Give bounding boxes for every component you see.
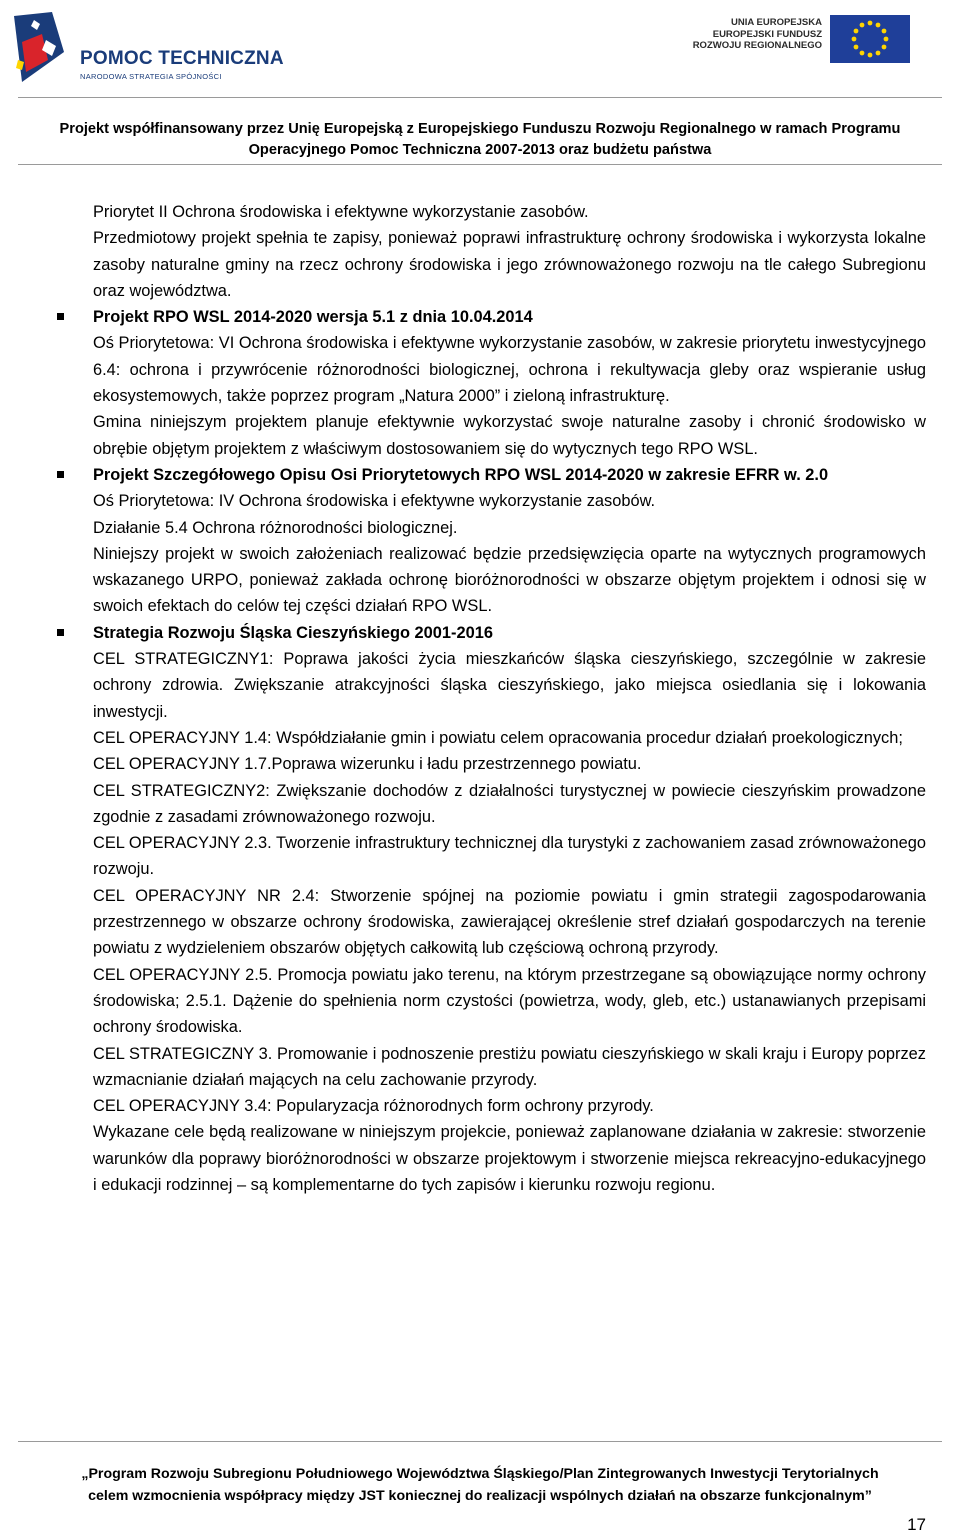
funding-line-2: Operacyjnego Pomoc Techniczna 2007-2013 oraz budżetu państwa (248, 142, 712, 158)
page-footer (0, 1463, 960, 1507)
paragraph: Niniejszy projekt w swoich założeniach realizować będzie przedsięwzięcia oparte na wytycznych programowych wskazanego URPO, ponieważ zakłada ochronę bioróżnorodności w obszarze objętym projektem i odnosi się w swoich efektach do celów tej części działań RPO WSL. (93, 544, 926, 616)
paragraph: CEL STRATEGICZNY 3. Promowanie i podnoszenie prestiżu powiatu cieszyńskiego w skali kraju i Europy poprzez wzmacnianie działań mających na celu zachowanie przyrody. (93, 1044, 926, 1089)
paragraph: Działanie 5.4 Ochrona różnorodności biologicznej. (93, 518, 458, 537)
footer-line-2: celem wzmocnienia współpracy między JST koniecznej do realizacji wspólnych działań na obszarze funkcjonalnym” (88, 1488, 872, 1504)
footer-divider (18, 1441, 942, 1442)
eu-flag-icon (830, 15, 910, 63)
eu-logo (690, 15, 915, 65)
bullet-square-icon (57, 471, 64, 478)
eu-line-3: ROZWOJU REGIONALNEGO (692, 40, 822, 51)
paragraph: CEL STRATEGICZNY2: Zwiększanie dochodów z działalności turystycznej w powiecie cieszyńskim prowadzone zgodnie z zasadami zrównoważonego rozwoju. (93, 781, 926, 826)
logo-subtitle: NARODOWA STRATEGIA SPÓJNOŚCI (80, 72, 222, 81)
footer-line-1: „Program Rozwoju Subregionu Południowego Województwa Śląskiego/Plan Zintegrowanych Inwestycji Terytorialnych (81, 1466, 879, 1482)
page-number: 17 (907, 1515, 926, 1534)
paragraph: Przedmiotowy projekt spełnia te zapisy, ponieważ poprawi infrastrukturę ochrony środowiska i wykorzysta lokalne zasoby naturalne gminy na rzecz ochrony środowiska i jego zrównoważonego rozwoju na tle całego Subregionu oraz województwa. (93, 229, 926, 300)
paragraph: CEL OPERACYJNY 2.3. Tworzenie infrastruktury technicznej dla turystyki z zachowaniem zasad zrównoważonego rozwoju. (93, 834, 926, 879)
bullet-heading-szoop: Projekt Szczegółowego Opisu Osi Priorytetowych RPO WSL 2014-2020 w zakresie EFRR w. 2.0 (93, 462, 926, 488)
paragraph: CEL OPERACYJNY 2.5. Promocja powiatu jako terenu, na którym przestrzegane są obowiązujące normy ochrony środowiska; 2.5.1. Dążenie do spełnienia norm czystości (powietrza, wody, gleb, etc.) ustanawianych przepisami ochrony środowiska. (93, 965, 926, 1037)
paragraph: Oś Priorytetowa: VI Ochrona środowiska i efektywne wykorzystanie zasobów, w zakresie priorytetu inwestycyjnego 6.4: ochrona i przywrócenie różnorodności biologicznej, ochrona i rekultywacja gleby oraz wspieranie usług ekosystemowych, także poprzez program „Natura 2000” i zieloną infrastrukturę. (93, 334, 926, 406)
document-body (93, 199, 926, 1198)
bullet-heading-strategia: Strategia Rozwoju Śląska Cieszyńskiego 2001-2016 (93, 620, 926, 646)
paragraph: Wykazane cele będą realizowane w niniejszym projekcie, ponieważ zaplanowane działania w zakresie: stworzenie warunków dla poprawy bioróżnorodności w obszarze projektowym i stworzenie miejsca rekreacyjno-edukacyjnego i edukacji rodzinnej – są komplementarne do tych zapisów i kierunku rozwoju regionu. (93, 1123, 926, 1194)
bullet-square-icon (57, 313, 64, 320)
funding-line-1: Projekt współfinansowany przez Unię Europejską z Europejskiego Funduszu Rozwoju Regionalnego w ramach Programu (59, 121, 901, 137)
header-divider-bottom (18, 164, 942, 165)
paragraph: Oś Priorytetowa: IV Ochrona środowiska i efektywne wykorzystanie zasobów. (93, 492, 656, 511)
pomoc-techniczna-logo (12, 12, 284, 88)
project-funding-header (0, 119, 960, 161)
paragraph: CEL OPERACYJNY NR 2.4: Stworzenie spójnej na poziomie powiatu i gmin strategii zagospodarowania przestrzennego w obszarze ochrony środowiska, zawierającej określenie stref działań gospodarczych na terenie powiatu z wydzieleniem obszarów objętych całkowitą lub częściową ochroną przyrody. (93, 886, 926, 958)
eu-line-2: EUROPEJSKI FUNDUSZ (712, 28, 822, 40)
pomoc-techniczna-emblem-icon (12, 12, 72, 86)
eu-line-1: UNIA EUROPEJSKA (731, 17, 822, 28)
paragraph: CEL OPERACYJNY 1.7.Poprawa wizerunku i ładu przestrzennego powiatu. (93, 755, 642, 774)
paragraph: CEL OPERACYJNY 1.4: Współdziałanie gmin i powiatu celem opracowania procedur działań proekologicznych; (93, 728, 903, 747)
paragraph: CEL STRATEGICZNY1: Poprawa jakości życia mieszkańców śląska cieszyńskiego, szczególnie w zakresie ochrony zdrowia. Zwiększanie atrakcyjności śląska cieszyńskiego, jako miejsca osiedlania się i lokowania inwestycji. (93, 650, 926, 721)
bullet-square-icon (57, 629, 64, 636)
page-header (0, 0, 960, 98)
paragraph: Gmina niniejszym projektem planuje efektywnie wykorzystać swoje naturalne zasoby i chronić środowisko w obrębie objętym projektem z właściwym dostosowaniem się do wytycznych tego RPO WSL. (93, 413, 926, 458)
bullet-heading-rpo: Projekt RPO WSL 2014-2020 wersja 5.1 z dnia 10.04.2014 (93, 304, 926, 330)
paragraph: CEL OPERACYJNY 3.4: Popularyzacja różnorodnych form ochrony przyrody. (93, 1097, 654, 1116)
logo-title: POMOC TECHNICZNA (80, 48, 284, 69)
paragraph: Priorytet II Ochrona środowiska i efektywne wykorzystanie zasobów. (93, 203, 589, 221)
header-divider-top (18, 97, 942, 98)
